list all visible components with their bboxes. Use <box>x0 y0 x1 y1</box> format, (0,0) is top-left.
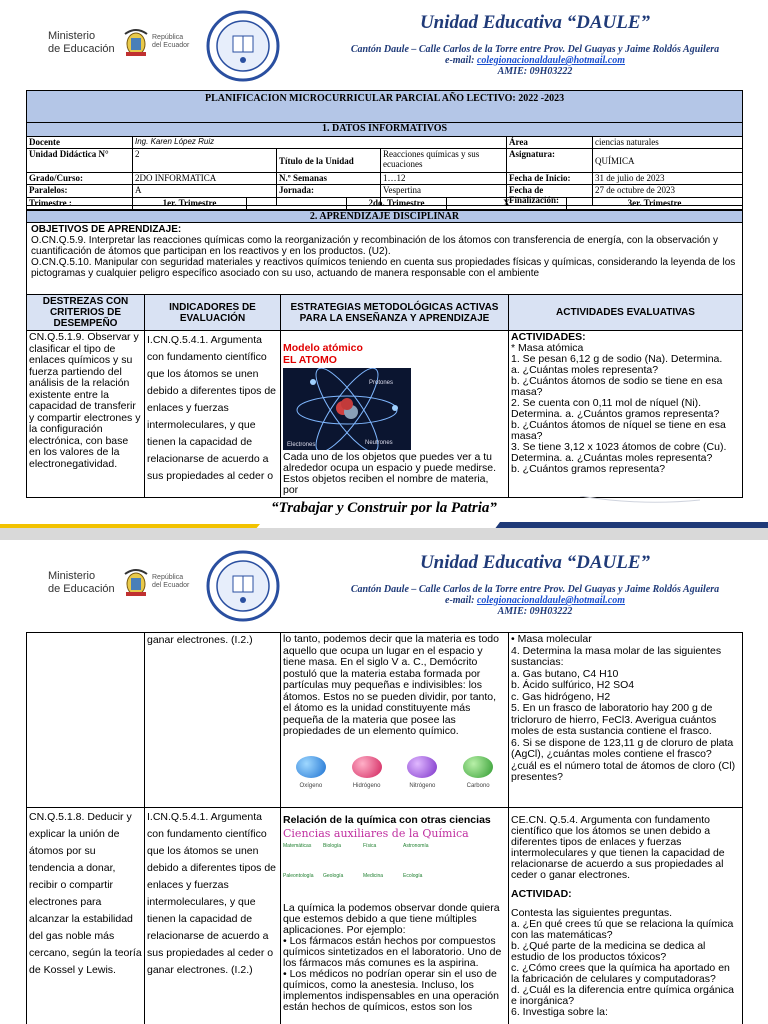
auxiliary-sciences-title: Ciencias auxiliares de la Química <box>283 827 469 840</box>
elements-illustration <box>283 756 506 793</box>
asignatura-label: Asignatura: <box>507 149 593 173</box>
aux-item: Física <box>363 843 377 849</box>
objective-1: O.CN.Q.5.9. Interpretar las reacciones químicas como la reorganización y recombinación de los átomos con transferencia de energía, con la observación y cuantificación de átomos que participan en los reactivos y en los productos. (U2). <box>31 235 719 257</box>
element-oxygen <box>296 756 326 793</box>
coat-of-arms-icon <box>122 566 150 602</box>
activities-text-1: * Masa atómica 1. Se pesan 6,12 g de sodio (Na). Determina. a. ¿Cuántas moles representa? b. ¿Cuántos átomos de sodio se tiene en esa masa? 2. Se cuenta con 0,11 mol de níquel (Ni). Determina. a. ¿Cuántos gramos representa? b. ¿Cuántos átomos de níquel se tiene en esa masa? 3. Se tiene 3,12 x 1023 átomos de cobre (Cu). Determina. a. ¿Cuántas moles representa? b. ¿Cuántos gramos representa? <box>511 342 727 475</box>
nitrogen-ball-icon <box>407 756 437 778</box>
fin-value: 27 de octubre de 2023 <box>593 185 743 206</box>
column-header-indicadores: INDICADORES DE EVALUACIÓN <box>145 295 281 331</box>
objectives-title: OBJETIVOS DE APRENDIZAJE: <box>31 224 182 235</box>
section-2-title: 2. APRENDIZAJE DISCIPLINAR <box>27 211 743 223</box>
activities-title: ACTIVIDADES: <box>511 331 586 343</box>
atom-illustration-icon <box>283 368 411 450</box>
trimestre-1: 1er. Trimestre <box>133 198 247 210</box>
school-seal-icon <box>206 550 280 622</box>
jornada-label: Jornada: <box>277 185 381 206</box>
estrategia-text-2: La química la podemos observar donde quiera que estemos debido a que tiene múltiples aplicaciones. Por ejemplo: • Los fármacos están hechos por compuestos químicos sintetizados en el laboratorio. Uno de los fármacos más comunes es la aspirina. • Los médicos no podrían operar sin el uso de químicos, como la anestesia. Incluso, los implementos indispensables en una operación están hechos de químicos, estos son los <box>283 902 502 1013</box>
learning-table <box>26 210 743 498</box>
carbon-label: Carbono <box>466 782 490 789</box>
unidad-label: Unidad Didáctica N° <box>27 149 133 173</box>
inicio-label: Fecha de Inicio: <box>507 173 593 185</box>
actividades-cell-1 <box>509 331 743 498</box>
school-email-line <box>300 55 768 66</box>
actividades-cell-2 <box>509 808 743 1024</box>
email-link[interactable]: colegionacionaldaule@hotmail.com <box>476 55 625 66</box>
docente-label: Docente <box>27 137 133 149</box>
school-address-block <box>300 44 768 77</box>
informative-data-table <box>26 90 743 206</box>
destreza-cell-cont <box>27 633 145 808</box>
email-label: e-mail: <box>445 595 477 606</box>
objective-2: O.CN.Q.5.10. Manipular con seguridad materiales y reactivos químicos teniendo en cuenta sus propiedades físicas y químicas, considerando la leyenda de los pictogramas y cualquier peligro específico asociado con su uso, actuando de manera responsable con el ambiente <box>31 257 736 279</box>
inicio-value: 31 de julio de 2023 <box>593 173 743 185</box>
school-motto: “Trabajar y Construir por la Patria” <box>271 500 497 516</box>
hydrogen-label: Hidrógeno <box>352 782 381 789</box>
email-label: e-mail: <box>445 55 477 66</box>
republic-line-1: República <box>152 574 184 581</box>
aux-item: Astronomía <box>403 843 429 849</box>
republic-line-2: del Ecuador <box>152 582 190 589</box>
protones-label: Protones <box>369 380 394 386</box>
estrategia-cell-cont <box>281 633 509 808</box>
jornada-value: Vespertina <box>381 185 507 206</box>
actividades-cell-cont: • Masa molecular 4. Determina la masa molar de las siguientes sustancias: a. Gas butano, C4 H10 b. Ácido sulfúrico, H2 SO4 c. Gas hidrógeno, H2 5. En un frasco de laboratorio hay 200 g de tricloruro de hierro, FeCl3. Averigua cuántos moles de esta sustancia contiene el frasco. 6. Si se dispone de 123,11 g de cloruro de plata (AgCl), ¿cuántas moles contiene el frasco? ¿cuál es el número total de átomos de cloro (Cl) presentes? <box>509 633 743 808</box>
coat-of-arms-icon <box>122 26 150 62</box>
learning-table-continued <box>26 632 743 1024</box>
school-address-block-2 <box>300 584 768 617</box>
area-value: ciencias naturales <box>593 137 743 149</box>
school-email-line <box>300 595 768 606</box>
school-address: Cantón Daule – Calle Carlos de la Torre entre Prov. Del Guayas y Jaime Roldós Aguilera <box>350 584 720 595</box>
oxygen-label: Oxígeno <box>299 782 323 789</box>
unidad-value: 2 <box>133 149 277 173</box>
aux-item: Medicina <box>363 873 384 879</box>
auxiliary-sciences-grid <box>283 841 506 899</box>
document-page-2 <box>0 540 768 1024</box>
school-seal-icon <box>206 10 280 82</box>
section-1-title: 1. DATOS INFORMATIVOS <box>27 123 743 137</box>
email-link[interactable]: colegionacionaldaule@hotmail.com <box>476 595 625 606</box>
learning-objectives <box>27 223 743 295</box>
trimestre-3: 3er. Trimestre <box>567 198 743 210</box>
republic-line-2: del Ecuador <box>152 42 190 49</box>
school-address: Cantón Daule – Calle Carlos de la Torre entre Prov. Del Guayas y Jaime Roldós Aguilera <box>350 44 720 55</box>
paralelos-label: Paralelos: <box>27 185 133 206</box>
neutrones-label: Neutrones <box>365 440 393 446</box>
destreza-cell-1: CN.Q.5.1.9. Observar y clasificar el tipo de enlaces químicos y su fuerza partiendo del análisis de la relación existente entre la capacidad de transferir y compartir electrones y la configuración electrónica, con base en los valores de la electronegatividad. <box>27 331 145 498</box>
ministry-logo-text <box>48 30 115 56</box>
titulo-label: Título de la Unidad <box>277 149 381 173</box>
page-separator <box>0 528 768 540</box>
column-header-estrategias: ESTRATEGIAS METODOLÓGICAS ACTIVAS PARA LA ENSEÑANZA Y APRENDIZAJE <box>281 295 509 331</box>
paralelos-value: A <box>133 185 277 206</box>
letterhead-2 <box>0 540 768 626</box>
republic-logo-text <box>152 34 189 50</box>
hydrogen-ball-icon <box>352 756 382 778</box>
trimestre-2-mark: X <box>447 198 567 210</box>
republic-logo-text-2 <box>152 574 189 590</box>
column-header-destrezas: DESTREZAS CON CRITERIOS DE DESEMPEÑO <box>27 295 145 331</box>
destreza-cell-2: CN.Q.5.1.8. Deducir y explicar la unión de átomos por su tendencia a donar, recibir o compartir electrones para alcanzar la estabilidad del gas noble más cercano, según la teoría de Kossel y Lewis. <box>27 808 145 1024</box>
republic-line-1: República <box>152 34 184 41</box>
model-title: Modelo atómico <box>283 342 363 354</box>
estrategia-text-1: Cada uno de los objetos que puedes ver a tu alrededor ocupa un espacio y puede medirse. Estos objetos reciben el nombre de materia, por <box>283 451 497 496</box>
asignatura-value: QUÍMICA <box>593 149 743 173</box>
area-label: Área <box>507 137 593 149</box>
element-hydrogen <box>352 756 382 793</box>
activity-questions: Contesta las siguientes preguntas. a. ¿En qué crees tú que se relaciona la química con las matemáticas? b. ¿Qué parte de la medicina se dedica al estudio de los productos tóxicos? c. ¿Cómo crees que la química ha aportado en la fabricación de celulares y computadoras? d. ¿Cuál es la diferencia entre química orgánica e inorgánica? 6. Investiga sobre la: <box>511 907 734 1018</box>
aux-item: Ecología <box>403 873 423 879</box>
trimestre-label: Trimestre : <box>27 198 133 210</box>
trimestre-2: 2do. Trimestre <box>347 198 447 210</box>
school-name-2: Unidad Educativa “DAULE” <box>419 552 651 573</box>
estrategia-cell-2 <box>281 808 509 1024</box>
semanas-label: N.º Semanas <box>277 173 381 185</box>
aux-item: Biología <box>323 843 342 849</box>
indicador-cell-cont: ganar electrones. (I.2.) <box>145 633 281 808</box>
plan-title: PLANIFICACION MICROCURRICULAR PARCIAL AÑO LECTIVO: 2022 -2023 <box>27 91 743 123</box>
trimestre-1-mark <box>247 198 347 210</box>
grado-label: Grado/Curso: <box>27 173 133 185</box>
element-carbon <box>463 756 493 793</box>
indicador-cell-1: I.CN.Q.5.4.1. Argumenta con fundamento científico que los átomos se unen debido a diferentes tipos de enlaces y fuerzas intermoleculares, y que tienen la capacidad de relacionarse de acuerdo a sus propiedades al ceder o <box>145 331 281 498</box>
semanas-value: 1…12 <box>381 173 507 185</box>
carbon-ball-icon <box>463 756 493 778</box>
ministry-line-2: de Educación <box>48 583 115 595</box>
fin-label: Fecha de Finalización: <box>507 185 593 206</box>
trimester-table <box>26 197 743 210</box>
estrategia-text-cont: lo tanto, podemos decir que la materia es todo aquello que ocupa un lugar en el espacio y tiene masa. En el siglo V a. C., Demócrito postuló que la materia estaba formada por partículas muy pequeñas e indivisibles: los átomos. Estos no se pueden dividir, por tanto, el átomo es la unidad constituyente más pequeña de la materia que posee las propiedades de un elemento químico. <box>283 633 499 737</box>
ministry-logo-text-2 <box>48 570 115 596</box>
electrones-label: Electrones <box>287 442 316 448</box>
amie-code: AMIE: 09H03222 <box>497 606 573 617</box>
amie-code: AMIE: 09H03222 <box>497 66 573 77</box>
grado-value: 2DO INFORMATICA <box>133 173 277 185</box>
ministry-line-1: Ministerio <box>48 570 96 582</box>
estrategia-cell-1 <box>281 331 509 498</box>
criterion-text: CE.CN. Q.5.4. Argumenta con fundamento científico que los átomos se unen debido a diferentes tipos de enlaces y fuerzas intermoleculares y que tienen la capacidad de relacionarse de acuerdo a sus propiedades al ceder o ganar electrones. <box>511 814 725 881</box>
ministry-line-1: Ministerio <box>48 30 96 42</box>
element-nitrogen <box>407 756 437 793</box>
nitrogen-label: Nitrógeno <box>409 782 436 789</box>
indicador-cell-2: I.CN.Q.5.4.1. Argumenta con fundamento científico que los átomos se unen debido a diferentes tipos de enlaces y fuerzas intermoleculares, y que tienen la capacidad de relacionarse de acuerdo a sus propiedades al ceder o ganar electrones. (I.2.) <box>145 808 281 1024</box>
activity-title: ACTIVIDAD: <box>511 888 572 900</box>
oxygen-ball-icon <box>296 756 326 778</box>
column-header-actividades: ACTIVIDADES EVALUATIVAS <box>509 295 743 331</box>
aux-item: Paleontología <box>283 873 314 879</box>
titulo-value: Reacciones químicas y sus ecuaciones <box>381 149 507 173</box>
ministry-line-2: de Educación <box>48 43 115 55</box>
aux-item: Geología <box>323 873 344 879</box>
relation-title: Relación de la química con otras ciencias <box>283 814 491 826</box>
model-subtitle: EL ATOMO <box>283 354 337 366</box>
school-name: Unidad Educativa “DAULE” <box>419 12 651 33</box>
letterhead <box>0 0 768 86</box>
docente-value: Ing. Karen López Ruiz <box>133 137 507 149</box>
aux-item: Matemáticas <box>283 843 312 849</box>
